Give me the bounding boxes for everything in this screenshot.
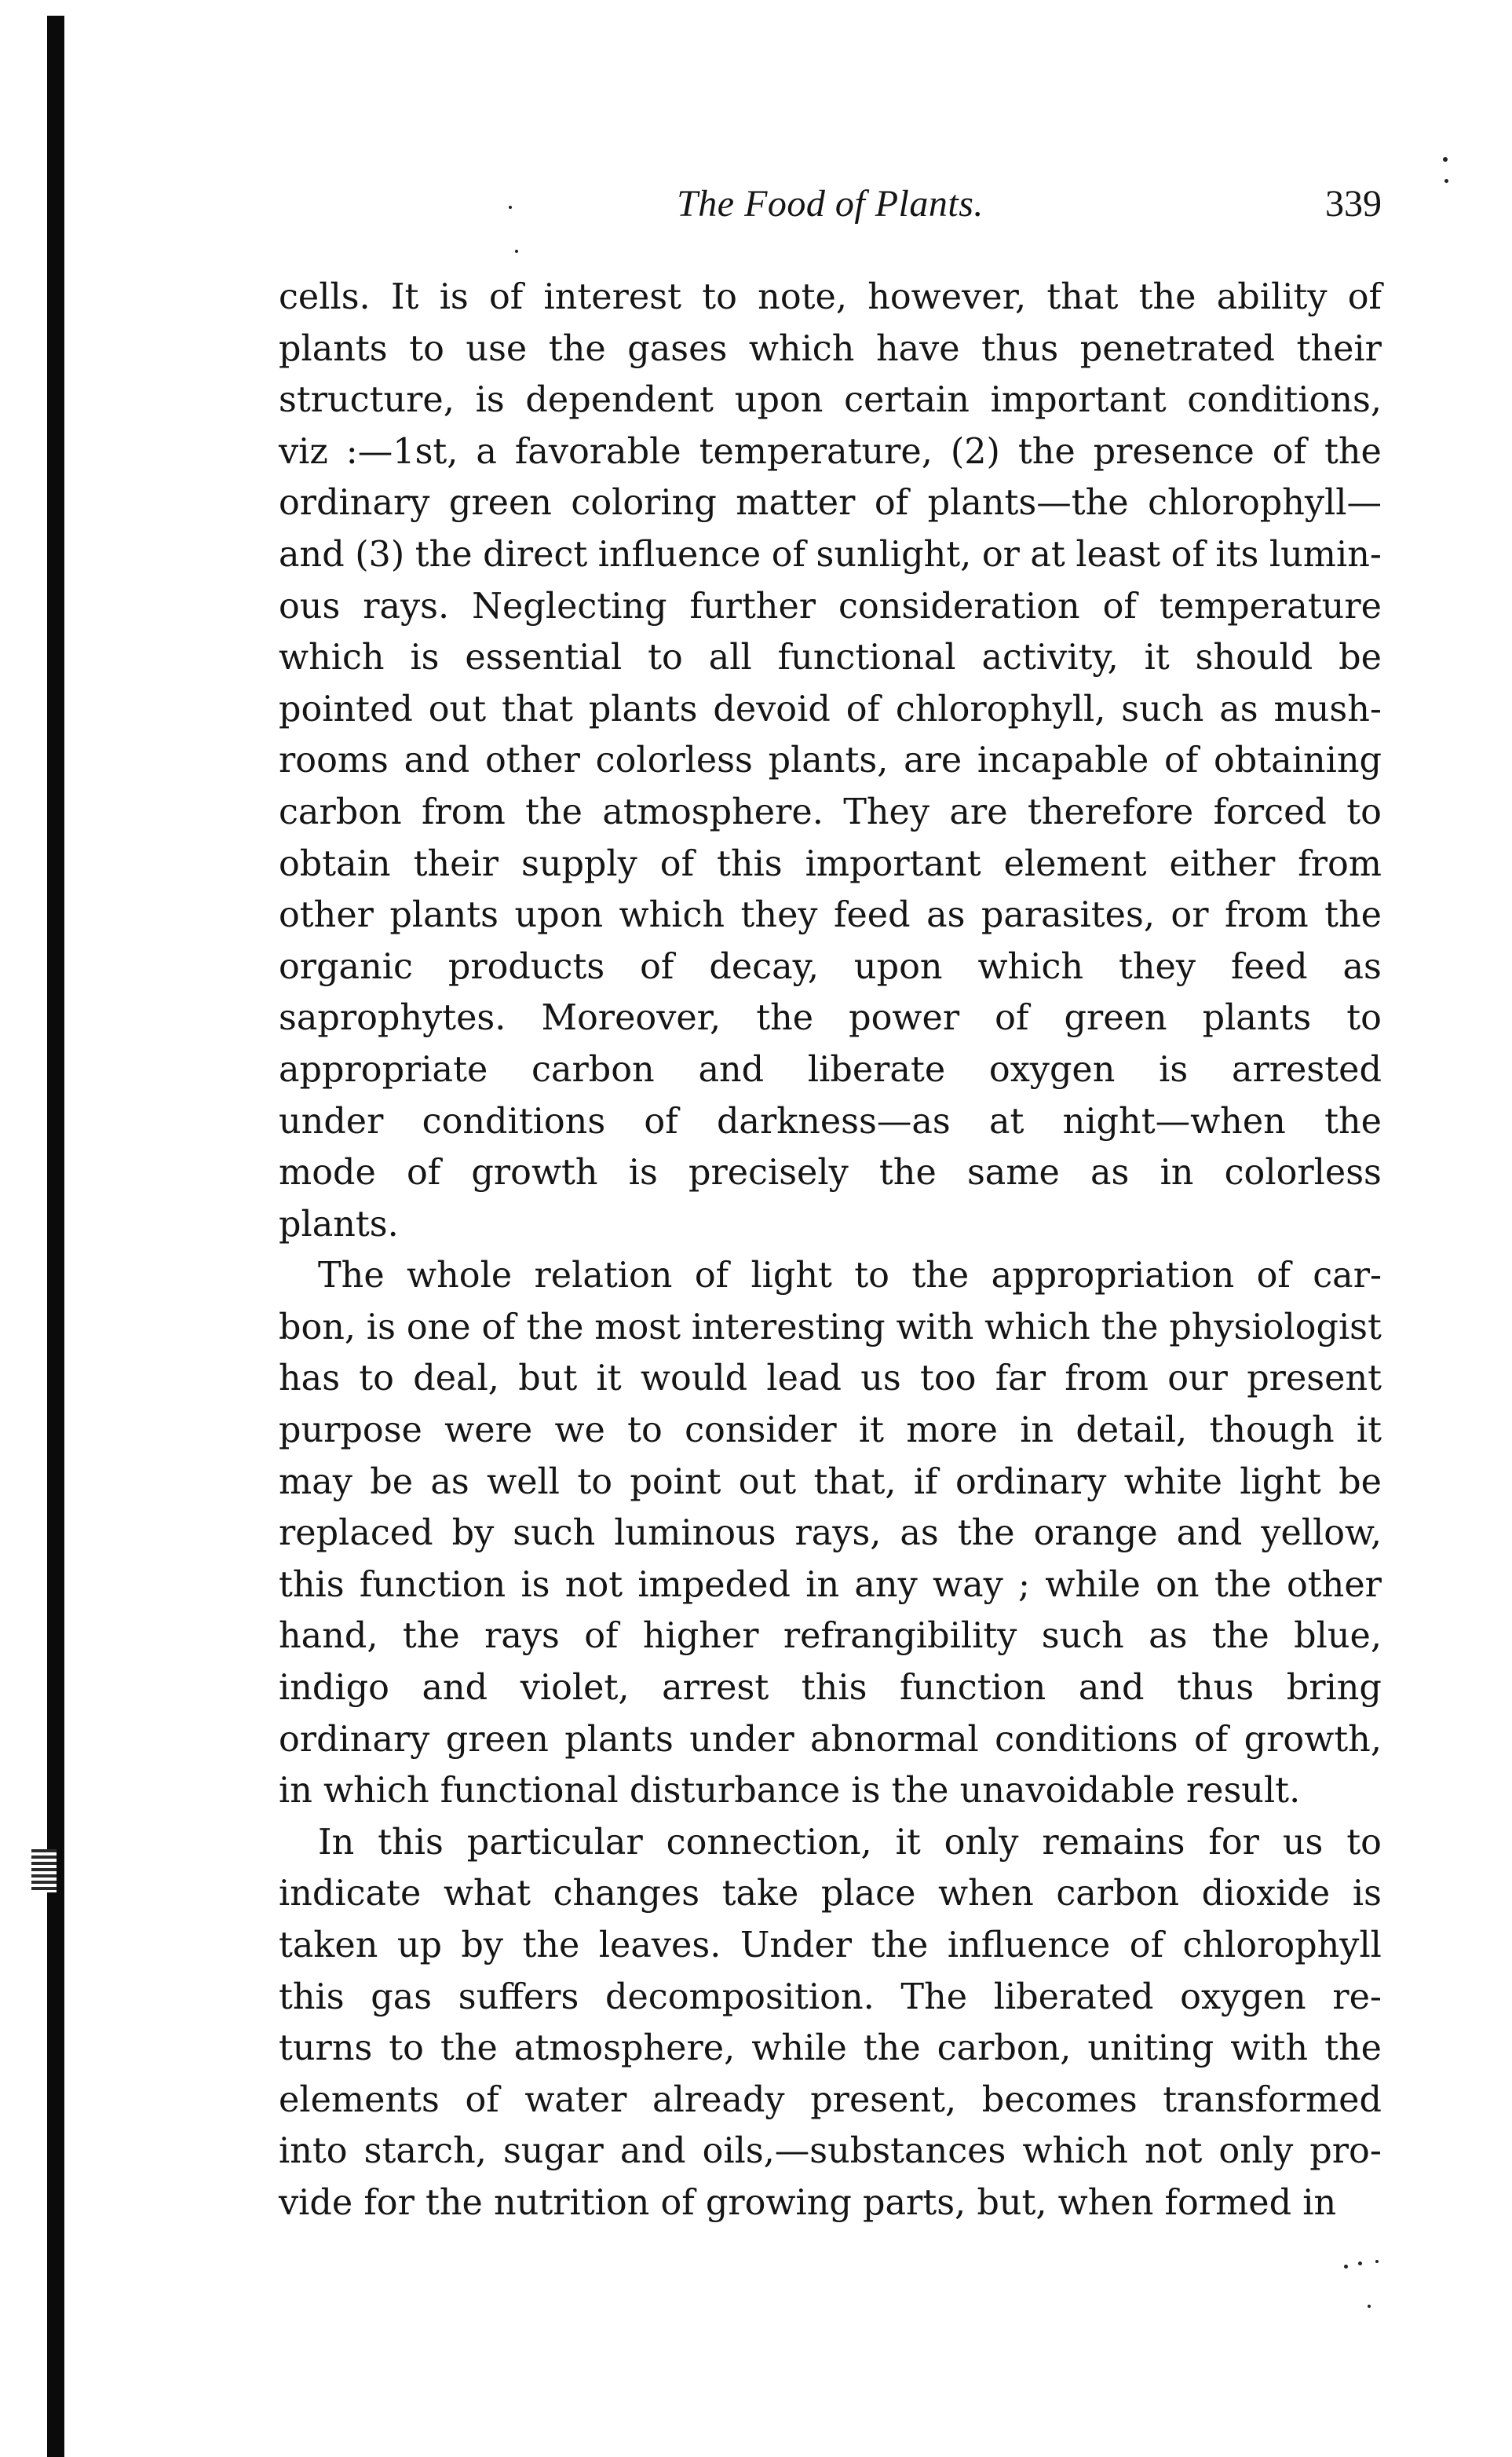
text-line: turns to the atmosphere, while the carbon, uniting with the: [279, 2028, 1382, 2069]
text-line: other plants upon which they feed as parasites, or from the: [279, 895, 1382, 936]
text-line: rooms and other colorless plants, are incapable of obtaining: [279, 740, 1382, 781]
text-line: pointed out that plants devoid of chlorophyll, such as mush-: [279, 689, 1382, 729]
text-line: viz :—1st, a favorable temperature, (2) the presence of the: [279, 431, 1382, 472]
text-line: vide for the nutrition of growing parts, but, when formed in: [279, 2182, 1337, 2223]
text-line: into starch, sugar and oils,—substances which not only pro-: [279, 2131, 1382, 2172]
text-line: elements of water already present, becomes transformed: [279, 2079, 1382, 2120]
text-line: obtain their supply of this important element either from: [279, 843, 1382, 884]
text-line: structure, is dependent upon certain important conditions,: [279, 380, 1382, 421]
binding-edge: [47, 16, 64, 2457]
text-line: cells. It is of interest to note, however, that the ability of: [279, 277, 1382, 317]
text-line: which is essential to all functional activity, it should be: [279, 638, 1382, 678]
page-speck: [1443, 157, 1448, 162]
running-title: The Food of Plants.: [677, 183, 984, 225]
text-line: bon, is one of the most interesting with which the physiologist: [279, 1307, 1382, 1347]
text-line: purpose were we to consider it more in detail, though it: [279, 1410, 1382, 1451]
text-line: The whole relation of light to the appropriation of car-: [318, 1256, 1382, 1296]
paragraph: [279, 1817, 1382, 2229]
text-line: organic products of decay, upon which they feed as: [279, 946, 1382, 987]
page-speck: [1375, 2260, 1379, 2263]
text-line: plants.: [279, 1204, 399, 1245]
text-line: indicate what changes take place when carbon dioxide is: [279, 1874, 1382, 1914]
text-line: may be as well to point out that, if ordinary white light be: [279, 1461, 1382, 1502]
text-line: this gas suffers decomposition. The liberated oxygen re-: [279, 1976, 1382, 2017]
text-line: plants to use the gases which have thus penetrated their: [279, 328, 1382, 369]
paragraph: [279, 1250, 1382, 1817]
text-line: ordinary green coloring matter of plants—the chlorophyll—: [279, 483, 1382, 524]
text-line: in which functional disturbance is the unavoidable result.: [279, 1771, 1301, 1812]
body-text: [279, 272, 1382, 2229]
page-speck: [1368, 2305, 1371, 2308]
text-line: hand, the rays of higher refrangibility such as the blue,: [279, 1616, 1382, 1657]
text-line: taken up by the leaves. Under the influence of chlorophyll: [279, 1925, 1382, 1965]
text-line: mode of growth is precisely the same as in colorless: [279, 1153, 1382, 1194]
page-speck: [1444, 179, 1448, 183]
text-line: replaced by such luminous rays, as the orange and yellow,: [279, 1513, 1382, 1554]
page-speck: [515, 250, 518, 253]
text-line: ordinary green plants under abnormal conditions of growth,: [279, 1719, 1382, 1760]
text-line: under conditions of darkness—as at night—when the: [279, 1101, 1382, 1142]
text-line: and (3) the direct influence of sunlight, or at least of its lumin-: [279, 534, 1382, 575]
page-speck: [1358, 2261, 1362, 2265]
text-line: saprophytes. Moreover, the power of green plants to: [279, 998, 1382, 1039]
page-number: 339: [1325, 183, 1382, 225]
binding-mark: [31, 1849, 57, 1892]
text-line: ous rays. Neglecting further consideration of temperature: [279, 586, 1382, 627]
text-line: carbon from the atmosphere. They are therefore forced to: [279, 792, 1382, 832]
text-line: has to deal, but it would lead us too far from our present: [279, 1358, 1382, 1399]
paragraph: [279, 272, 1382, 1250]
text-line: In this particular connection, it only remains for us to: [318, 1822, 1382, 1863]
text-line: indigo and violet, arrest this function and thus bring: [279, 1668, 1382, 1709]
text-line: appropriate carbon and liberate oxygen is arrested: [279, 1049, 1382, 1090]
page-speck: [1344, 2265, 1348, 2269]
text-line: this function is not impeded in any way ; while on the other: [279, 1564, 1382, 1605]
page-header: [279, 182, 1382, 229]
